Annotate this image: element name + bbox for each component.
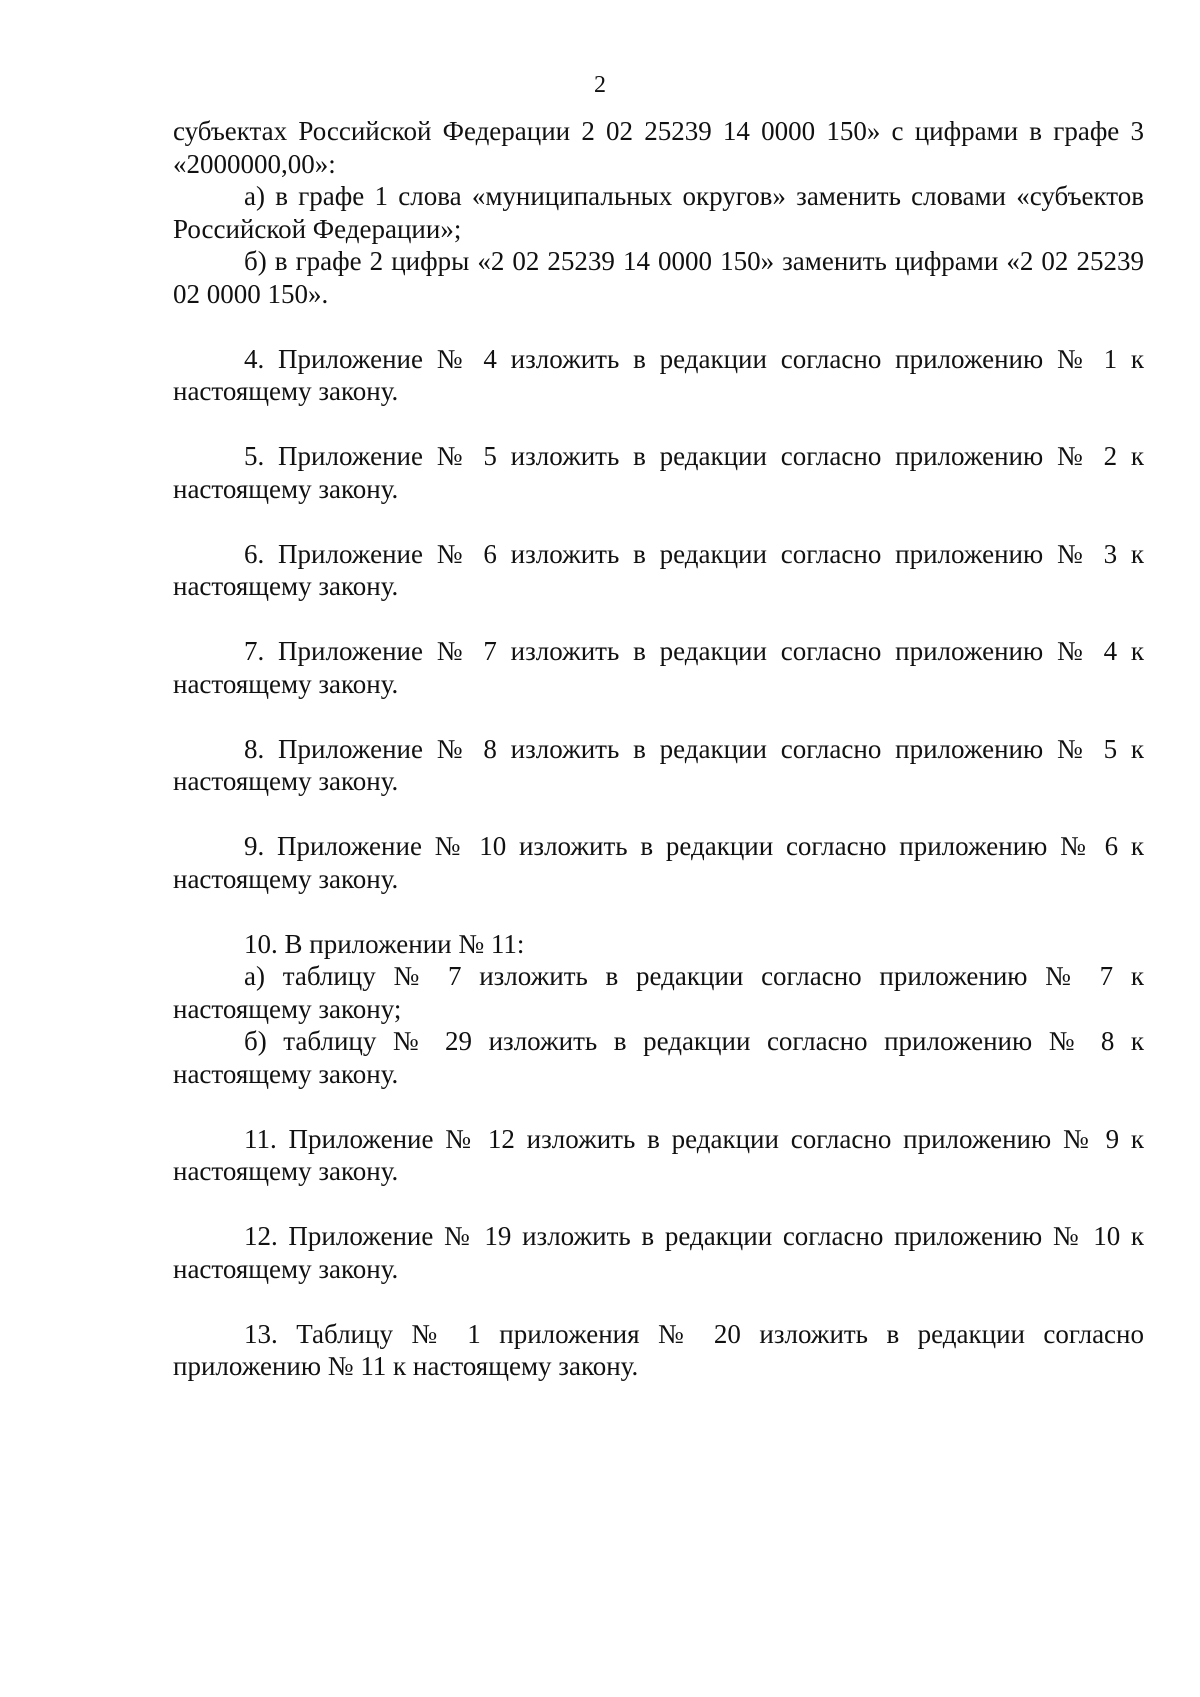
- paragraph: 6. Приложение № 6 изложить в редакции согласно приложению № 3 к настоящему закону.: [173, 538, 1144, 601]
- paragraph: 13. Таблицу № 1 приложения № 20 изложить в редакции согласно приложению № 11 к настоящему закону.: [173, 1318, 1144, 1381]
- paragraph: б) в графе 2 цифры «2 02 25239 14 0000 150» заменить цифрами «2 02 25239 02 0000 150».: [173, 246, 1144, 309]
- paragraph: б) таблицу № 29 изложить в редакции согласно приложению № 8 к настоящему закону.: [173, 1026, 1144, 1089]
- paragraph: 4. Приложение № 4 изложить в редакции согласно приложению № 1 к настоящему закону.: [173, 343, 1144, 406]
- paragraph: 10. В приложении № 11:: [244, 928, 525, 959]
- paragraph: 11. Приложение № 12 изложить в редакции согласно приложению № 9 к настоящему закону.: [173, 1123, 1144, 1186]
- paragraph: 8. Приложение № 8 изложить в редакции согласно приложению № 5 к настоящему закону.: [173, 733, 1144, 796]
- paragraph: 9. Приложение № 10 изложить в редакции согласно приложению № 6 к настоящему закону.: [173, 831, 1144, 894]
- paragraph: 5. Приложение № 5 изложить в редакции согласно приложению № 2 к настоящему закону.: [173, 441, 1144, 504]
- document-body: [173, 115, 1144, 1383]
- page-number: 2: [594, 72, 606, 98]
- paragraph: а) в графе 1 слова «муниципальных округов» заменить словами «субъектов Российской Федерации»;: [173, 181, 1144, 244]
- paragraph: 12. Приложение № 19 изложить в редакции согласно приложению № 10 к настоящему закону.: [173, 1221, 1144, 1284]
- paragraph: субъектах Российской Федерации 2 02 25239 14 0000 150» с цифрами в графе 3 «2000000,00»:: [173, 116, 1144, 179]
- paragraph: а) таблицу № 7 изложить в редакции согласно приложению № 7 к настоящему закону;: [173, 961, 1144, 1024]
- paragraph: 7. Приложение № 7 изложить в редакции согласно приложению № 4 к настоящему закону.: [173, 636, 1144, 699]
